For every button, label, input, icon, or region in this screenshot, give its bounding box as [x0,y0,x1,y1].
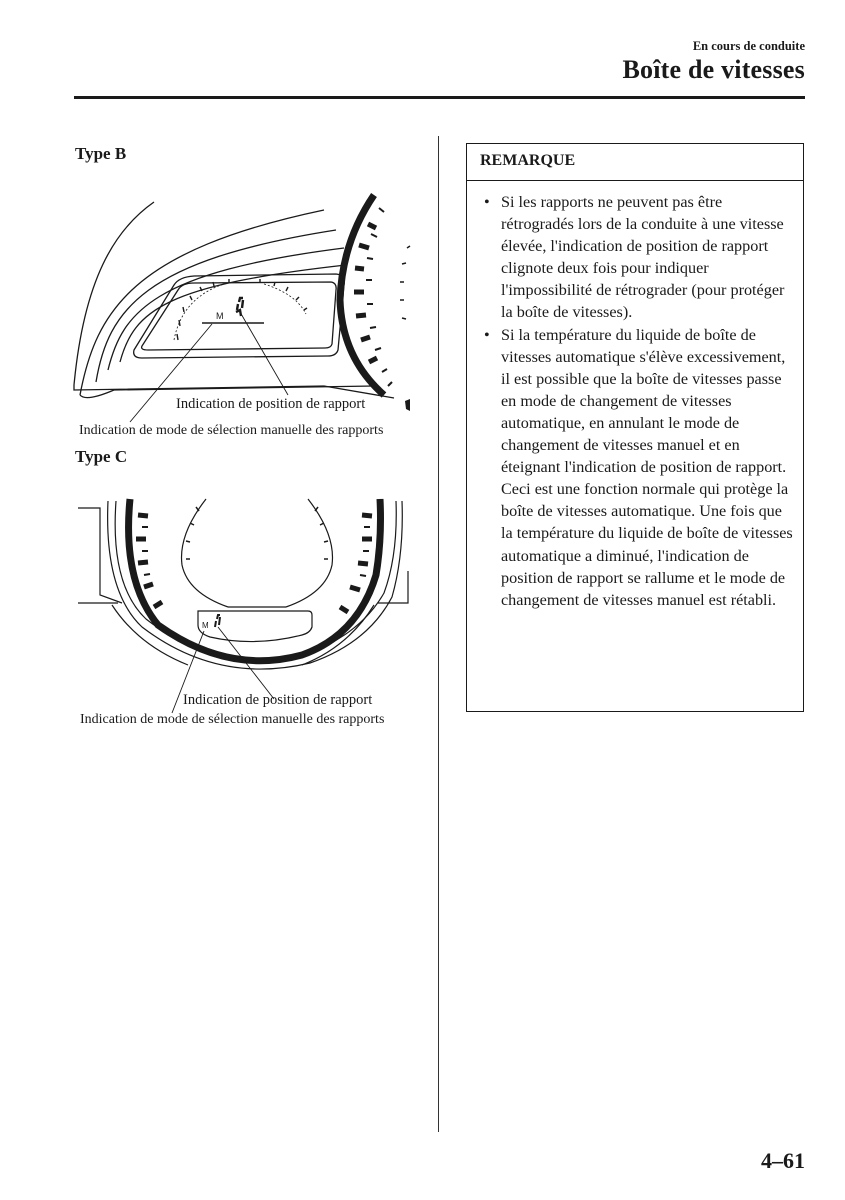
gear-position-label-c: Indication de position de rapport [183,692,373,708]
gear-position-digit [236,298,243,316]
bullet-point: • [484,325,490,344]
note-item [484,324,793,611]
section-label: En cours de conduite [692,39,805,53]
gear-position-label-b: Indication de position de rapport [176,396,366,412]
type-c-cluster-illustration [78,495,410,695]
manual-mode-label-b: Indication de mode de sélection manuelle des rapports [79,423,384,438]
bullet-point: • [484,193,490,211]
manual-mode-indicator: M [216,311,224,321]
column-divider [438,136,439,1132]
page-title: Boîte de vitesses [622,55,805,84]
manual-mode-label-c: Indication de mode de sélection manuelle des rapports [80,712,385,727]
note-heading: REMARQUE [467,144,803,181]
gear-position-digit [215,615,220,627]
manual-mode-indicator: M [202,621,209,630]
note-list [467,181,803,611]
type-b-cluster-illustration [74,190,414,420]
note-box [466,143,804,712]
note-item-text: Si la température du liquide de boîte de vitesses automatique s'élève excessivement, il est possible que la boîte de vitesses passe en mode de changement de vitesses automatique, en annulant le mode de changement de vitesses manuel et en éteignant l'indication de position de rapport. Ceci est une fonction normale qui protège la boîte de vitesses automatique. Une fois que la température du liquide de boîte de vitesses automatique a diminué, l'indication de position de rapport se rallume et le mode de changement de vitesses manuel est rétabli. [501,325,793,609]
figure-heading-type-c: Type C [75,447,128,466]
note-item-text: Si les rapports ne peuvent pas être rétrogradés lors de la conduite à une vitesse élevée, l'indication de position de rapport clignote deux fois pour indiquer l'impossibilité de rétrograder (pour protéger la boîte de vitesses). [501,193,785,322]
cropped-corner-mark [405,399,411,412]
figure-heading-type-b: Type B [75,144,127,163]
note-item [484,191,793,324]
header-rule [74,96,805,99]
page-number: 4–61 [761,1148,805,1173]
